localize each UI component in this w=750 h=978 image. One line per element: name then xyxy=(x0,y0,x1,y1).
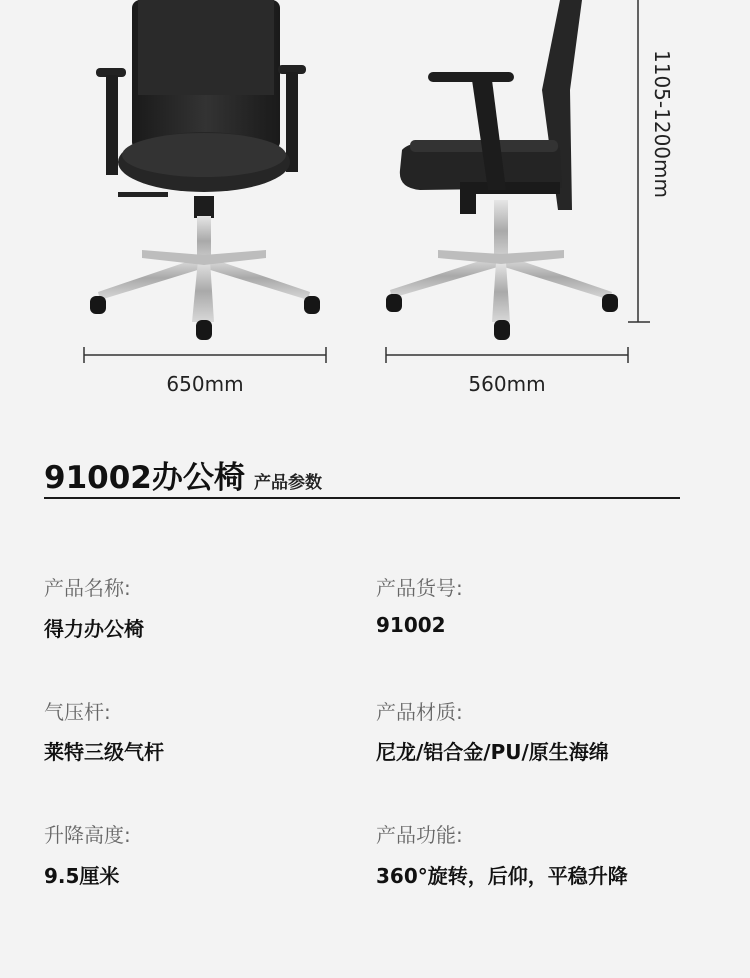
spec-value-product-name: 得力办公椅 xyxy=(44,617,144,641)
spec-label-gas-lift: 气压杆: xyxy=(44,700,111,724)
product-title: 91002办公椅 xyxy=(44,460,245,496)
depth-dimension-line xyxy=(382,345,632,365)
depth-dimension-label: 560mm xyxy=(468,372,546,396)
spec-label-lift-height: 升降高度: xyxy=(44,823,131,847)
height-dimension-label-wrap xyxy=(652,50,674,210)
chair-side-view-image xyxy=(380,0,630,345)
spec-value-material: 尼龙/铝合金/PU/原生海绵 xyxy=(376,740,609,764)
width-dimension-line xyxy=(80,345,330,365)
spec-value-lift-height: 9.5厘米 xyxy=(44,864,120,888)
spec-value-gas-lift: 莱特三级气杆 xyxy=(44,740,164,764)
header-divider xyxy=(44,497,680,499)
spec-label-features: 产品功能: xyxy=(376,823,463,847)
spec-value-item-number: 91002 xyxy=(376,613,446,637)
chair-front-view-image xyxy=(80,0,330,345)
spec-value-features: 360°旋转，后仰，平稳升降 xyxy=(376,864,628,888)
section-subtitle: 产品参数 xyxy=(254,473,322,493)
spec-label-item-number: 产品货号: xyxy=(376,576,463,600)
width-dimension-label: 650mm xyxy=(166,372,244,396)
height-dimension-line xyxy=(628,0,652,330)
height-dimension-label: 1105-1200mm xyxy=(650,50,674,198)
spec-label-material: 产品材质: xyxy=(376,700,463,724)
spec-label-product-name: 产品名称: xyxy=(44,576,131,600)
